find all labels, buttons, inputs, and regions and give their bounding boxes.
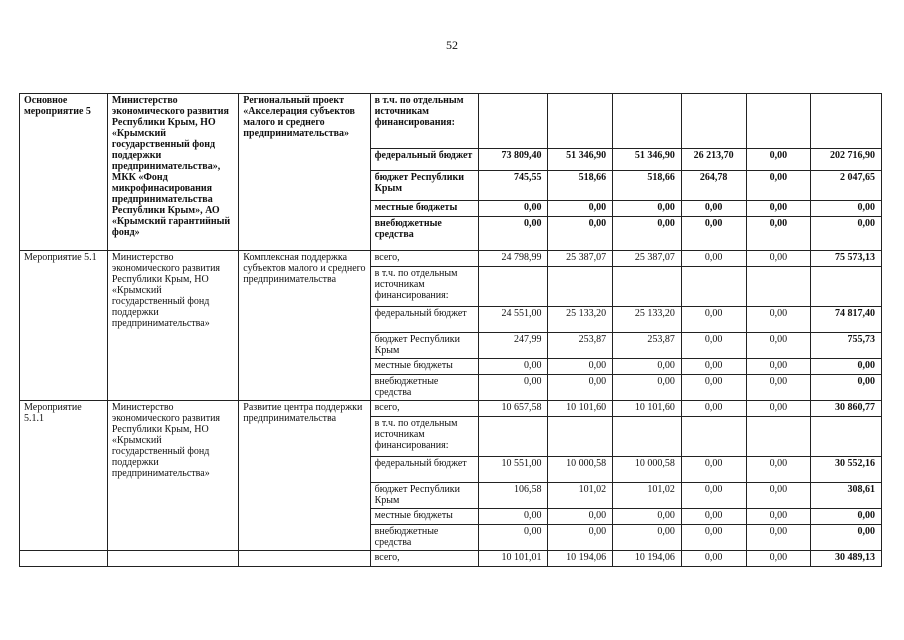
value-cell: 0,00 <box>746 525 811 551</box>
value-cell: 518,66 <box>548 171 613 201</box>
source-cell: бюджет Республики Крым <box>370 333 478 359</box>
value-cell <box>746 94 811 149</box>
value-cell: 247,99 <box>478 333 548 359</box>
value-cell: 745,55 <box>478 171 548 201</box>
value-cell: 0,00 <box>478 217 548 251</box>
value-cell: 253,87 <box>548 333 613 359</box>
value-cell: 0,00 <box>478 525 548 551</box>
value-cell: 202 716,90 <box>811 149 882 171</box>
activity-label: Мероприятие 5.1 <box>20 251 108 401</box>
value-cell: 24 798,99 <box>478 251 548 267</box>
value-cell: 0,00 <box>811 201 882 217</box>
value-cell: 0,00 <box>746 401 811 417</box>
value-cell <box>548 417 613 457</box>
value-cell: 0,00 <box>746 217 811 251</box>
value-cell: 0,00 <box>811 359 882 375</box>
table-row <box>20 551 882 567</box>
project-cell: Комплексная поддержка субъектов малого и среднего предпринимательства <box>239 251 370 401</box>
value-cell <box>548 267 613 307</box>
value-cell <box>613 267 682 307</box>
value-cell: 0,00 <box>811 375 882 401</box>
empty-cell <box>20 551 108 567</box>
value-cell: 0,00 <box>746 551 811 567</box>
value-cell: 26 213,70 <box>681 149 746 171</box>
value-cell: 30 860,77 <box>811 401 882 417</box>
value-cell: 0,00 <box>811 217 882 251</box>
value-cell: 518,66 <box>613 171 682 201</box>
table-row <box>20 251 882 267</box>
value-cell <box>613 417 682 457</box>
executor-cell: Министерство экономического развития Республики Крым, НО «Крымский государственный фонд поддержки предпринимательства» <box>107 401 238 551</box>
value-cell: 0,00 <box>478 359 548 375</box>
value-cell: 0,00 <box>548 201 613 217</box>
value-cell: 0,00 <box>681 217 746 251</box>
value-cell: 106,58 <box>478 483 548 509</box>
page-number: 52 <box>446 38 458 52</box>
source-cell: федеральный бюджет <box>370 149 478 171</box>
value-cell: 10 194,06 <box>548 551 613 567</box>
source-cell: всего, <box>370 551 478 567</box>
value-cell: 0,00 <box>811 509 882 525</box>
source-cell: местные бюджеты <box>370 359 478 375</box>
value-cell: 51 346,90 <box>548 149 613 171</box>
value-cell: 0,00 <box>478 375 548 401</box>
executor-cell: Министерство экономического развития Республики Крым, НО «Крымский государственный фонд поддержки предпринимательства» <box>107 251 238 401</box>
value-cell: 0,00 <box>681 483 746 509</box>
value-cell: 25 387,07 <box>548 251 613 267</box>
source-cell: федеральный бюджет <box>370 457 478 483</box>
value-cell: 253,87 <box>613 333 682 359</box>
value-cell: 0,00 <box>681 333 746 359</box>
executor-cell: Министерство экономического развития Республики Крым, НО «Крымский государственный фонд поддержки предпринимательства», МКК «Фонд микрофинасирования предпринимательства Республики Крым», АО «Крымский гарантийный фонд» <box>107 94 238 251</box>
source-cell: внебюджетные средства <box>370 375 478 401</box>
value-cell <box>548 94 613 149</box>
source-cell: бюджет Республики Крым <box>370 171 478 201</box>
source-cell: внебюджетные средства <box>370 525 478 551</box>
value-cell: 10 000,58 <box>613 457 682 483</box>
value-cell: 10 101,60 <box>613 401 682 417</box>
value-cell <box>811 94 882 149</box>
value-cell <box>746 417 811 457</box>
source-cell: местные бюджеты <box>370 509 478 525</box>
value-cell: 0,00 <box>746 171 811 201</box>
value-cell: 0,00 <box>613 509 682 525</box>
value-cell: 0,00 <box>746 149 811 171</box>
value-cell: 25 133,20 <box>613 307 682 333</box>
value-cell: 30 489,13 <box>811 551 882 567</box>
value-cell <box>746 267 811 307</box>
project-cell: Развитие центра поддержки предпринимательства <box>239 401 370 551</box>
activity-label: Основное мероприятие 5 <box>20 94 108 251</box>
value-cell: 0,00 <box>613 217 682 251</box>
value-cell: 10 101,01 <box>478 551 548 567</box>
value-cell: 75 573,13 <box>811 251 882 267</box>
value-cell: 25 133,20 <box>548 307 613 333</box>
value-cell: 51 346,90 <box>613 149 682 171</box>
value-cell: 0,00 <box>681 525 746 551</box>
value-cell <box>613 94 682 149</box>
source-cell: местные бюджеты <box>370 201 478 217</box>
value-cell: 0,00 <box>613 201 682 217</box>
value-cell: 0,00 <box>681 509 746 525</box>
source-cell: внебюджетные средства <box>370 217 478 251</box>
value-cell: 0,00 <box>746 333 811 359</box>
value-cell <box>681 267 746 307</box>
value-cell: 0,00 <box>746 375 811 401</box>
source-cell: бюджет Республики Крым <box>370 483 478 509</box>
value-cell: 24 551,00 <box>478 307 548 333</box>
value-cell: 0,00 <box>681 457 746 483</box>
source-cell: в т.ч. по отдельным источникам финансирования: <box>370 417 478 457</box>
value-cell <box>478 417 548 457</box>
value-cell: 0,00 <box>746 483 811 509</box>
value-cell: 10 551,00 <box>478 457 548 483</box>
activity-label: Мероприятие 5.1.1 <box>20 401 108 551</box>
empty-cell <box>239 551 370 567</box>
value-cell: 0,00 <box>746 251 811 267</box>
value-cell: 755,73 <box>811 333 882 359</box>
source-cell: всего, <box>370 251 478 267</box>
value-cell: 0,00 <box>548 217 613 251</box>
value-cell: 0,00 <box>681 551 746 567</box>
value-cell <box>681 94 746 149</box>
value-cell: 10 657,58 <box>478 401 548 417</box>
source-cell: в т.ч. по отдельным источникам финансирования: <box>370 267 478 307</box>
value-cell: 0,00 <box>681 251 746 267</box>
value-cell <box>478 267 548 307</box>
value-cell: 0,00 <box>746 307 811 333</box>
value-cell <box>478 94 548 149</box>
financing-table <box>19 93 882 567</box>
source-cell: федеральный бюджет <box>370 307 478 333</box>
value-cell: 10 194,06 <box>613 551 682 567</box>
table-row <box>20 401 882 417</box>
value-cell: 0,00 <box>746 457 811 483</box>
value-cell: 0,00 <box>478 509 548 525</box>
value-cell: 101,02 <box>613 483 682 509</box>
value-cell: 2 047,65 <box>811 171 882 201</box>
value-cell <box>681 417 746 457</box>
value-cell: 0,00 <box>681 401 746 417</box>
value-cell: 264,78 <box>681 171 746 201</box>
value-cell: 0,00 <box>478 201 548 217</box>
source-cell: в т.ч. по отдельным источникам финансирования: <box>370 94 478 149</box>
value-cell: 0,00 <box>746 201 811 217</box>
value-cell: 74 817,40 <box>811 307 882 333</box>
project-cell: Региональный проект «Акселерация субъектов малого и среднего предпринимательства» <box>239 94 370 251</box>
value-cell: 25 387,07 <box>613 251 682 267</box>
value-cell: 0,00 <box>681 307 746 333</box>
value-cell: 0,00 <box>613 359 682 375</box>
value-cell: 0,00 <box>681 375 746 401</box>
value-cell: 0,00 <box>811 525 882 551</box>
value-cell: 0,00 <box>746 359 811 375</box>
value-cell: 0,00 <box>548 375 613 401</box>
value-cell: 0,00 <box>681 201 746 217</box>
value-cell: 0,00 <box>681 359 746 375</box>
value-cell: 30 552,16 <box>811 457 882 483</box>
value-cell: 308,61 <box>811 483 882 509</box>
value-cell: 101,02 <box>548 483 613 509</box>
empty-cell <box>107 551 238 567</box>
value-cell: 0,00 <box>613 375 682 401</box>
value-cell: 0,00 <box>613 525 682 551</box>
value-cell <box>811 417 882 457</box>
value-cell: 10 000,58 <box>548 457 613 483</box>
value-cell: 73 809,40 <box>478 149 548 171</box>
value-cell: 0,00 <box>548 509 613 525</box>
value-cell: 0,00 <box>548 525 613 551</box>
value-cell: 0,00 <box>746 509 811 525</box>
table-row <box>20 94 882 149</box>
value-cell <box>811 267 882 307</box>
value-cell: 0,00 <box>548 359 613 375</box>
value-cell: 10 101,60 <box>548 401 613 417</box>
source-cell: всего, <box>370 401 478 417</box>
